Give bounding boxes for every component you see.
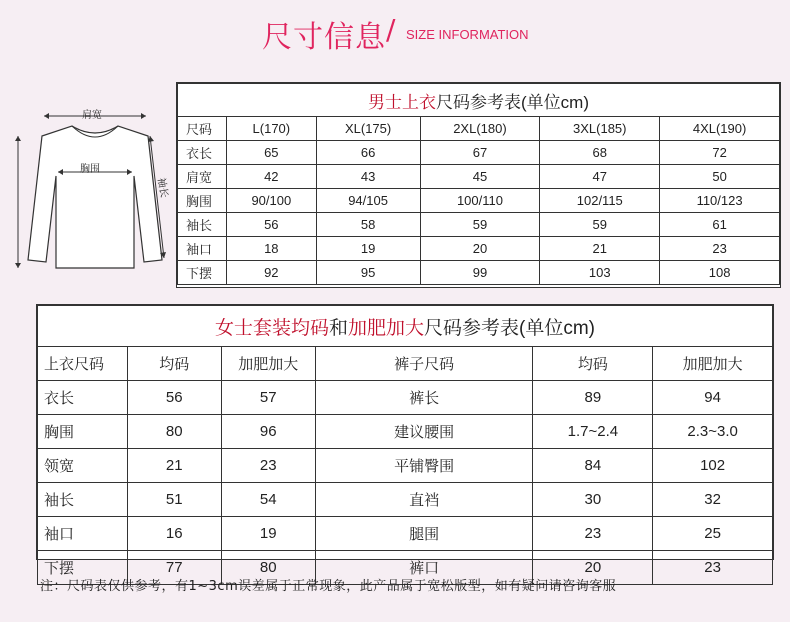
- table-cell: 99: [420, 261, 540, 285]
- table-cell: 23: [221, 449, 315, 483]
- table-row: [178, 189, 780, 213]
- women-caption-text: 尺码参考表(单位cm): [424, 317, 596, 339]
- table-row: [38, 381, 773, 415]
- table-cell: 96: [221, 415, 315, 449]
- men-size-header: 4XL(190): [660, 117, 780, 141]
- table-cell: 47: [540, 165, 660, 189]
- table-row: [38, 517, 773, 551]
- table-cell: 103: [540, 261, 660, 285]
- table-cell: 65: [227, 141, 317, 165]
- column-header: 加肥加大: [653, 347, 773, 381]
- men-size-header: 3XL(185): [540, 117, 660, 141]
- table-cell: 102: [653, 449, 773, 483]
- table-cell: 32: [653, 483, 773, 517]
- table-cell: 68: [540, 141, 660, 165]
- table-cell: 90/100: [227, 189, 317, 213]
- shoulder-label: 肩宽: [82, 110, 102, 121]
- table-cell: 89: [533, 381, 653, 415]
- row-label: 下摆: [38, 551, 128, 585]
- table-cell: 45: [420, 165, 540, 189]
- chest-label: 胸围: [80, 164, 100, 175]
- table-cell: 102/115: [540, 189, 660, 213]
- column-header: 加肥加大: [221, 347, 315, 381]
- table-cell: 77: [127, 551, 221, 585]
- table-cell: 20: [533, 551, 653, 585]
- men-caption-text: 尺码参考表(单位cm): [436, 92, 589, 112]
- men-size-header: XL(175): [316, 117, 420, 141]
- women-header-row: [38, 347, 773, 381]
- row-label: 领宽: [38, 449, 128, 483]
- table-cell: 72: [660, 141, 780, 165]
- row-label: 裤长: [315, 381, 533, 415]
- table-row: [178, 165, 780, 189]
- men-size-table: [177, 83, 780, 285]
- table-cell: 23: [653, 551, 773, 585]
- table-cell: 43: [316, 165, 420, 189]
- men-header-row: [178, 117, 780, 141]
- table-row: [178, 261, 780, 285]
- table-cell: 110/123: [660, 189, 780, 213]
- men-size-header: L(170): [227, 117, 317, 141]
- table-cell: 25: [653, 517, 773, 551]
- row-label: 袖口: [178, 237, 227, 261]
- row-label: 胸围: [38, 415, 128, 449]
- table-cell: 95: [316, 261, 420, 285]
- row-label: 下摆: [178, 261, 227, 285]
- row-label: 平铺臀围: [315, 449, 533, 483]
- table-row: [38, 449, 773, 483]
- row-label: 肩宽: [178, 165, 227, 189]
- table-cell: 23: [533, 517, 653, 551]
- table-row: [178, 213, 780, 237]
- garment-diagram: [10, 110, 180, 280]
- page-subtitle: SIZE INFORMATION: [406, 27, 529, 42]
- page-header: [0, 0, 790, 62]
- men-size-panel: [176, 82, 781, 288]
- table-cell: 42: [227, 165, 317, 189]
- table-cell: 2.3~3.0: [653, 415, 773, 449]
- table-cell: 67: [420, 141, 540, 165]
- page-title: 尺寸信息: [262, 20, 386, 55]
- table-cell: 56: [227, 213, 317, 237]
- size-note: 注：尺码表仅供参考，有1~3cm误差属于正常现象，此产品属于宽松版型，如有疑问请咨询客服: [40, 579, 617, 594]
- men-caption-highlight: 男士上衣: [368, 92, 436, 112]
- men-table-caption: [178, 84, 780, 117]
- row-label: 建议腰围: [315, 415, 533, 449]
- column-header: 均码: [533, 347, 653, 381]
- table-cell: 59: [420, 213, 540, 237]
- table-row: [178, 237, 780, 261]
- women-size-panel: [36, 304, 774, 577]
- row-label: 衣长: [38, 381, 128, 415]
- column-header: 上衣尺码: [38, 347, 128, 381]
- table-cell: 100/110: [420, 189, 540, 213]
- row-label: 裤口: [315, 551, 533, 585]
- table-cell: 16: [127, 517, 221, 551]
- table-cell: 21: [540, 237, 660, 261]
- row-label: 衣长: [178, 141, 227, 165]
- column-header: 裤子尺码: [315, 347, 533, 381]
- row-label: 袖口: [38, 517, 128, 551]
- women-caption-highlight: 加肥加大: [348, 317, 425, 339]
- table-cell: 94/105: [316, 189, 420, 213]
- table-cell: 57: [221, 381, 315, 415]
- table-cell: 21: [127, 449, 221, 483]
- table-cell: 59: [540, 213, 660, 237]
- row-label: 袖长: [38, 483, 128, 517]
- table-cell: 18: [227, 237, 317, 261]
- table-cell: 19: [221, 517, 315, 551]
- women-caption-joiner: 和: [329, 317, 349, 339]
- table-cell: 84: [533, 449, 653, 483]
- title-divider: /: [386, 13, 396, 46]
- women-table-caption: [38, 306, 773, 347]
- table-cell: 92: [227, 261, 317, 285]
- men-header-label: 尺码: [178, 117, 227, 141]
- women-caption-highlight: 女士套装均码: [214, 317, 329, 339]
- table-cell: 58: [316, 213, 420, 237]
- table-cell: 51: [127, 483, 221, 517]
- table-cell: 1.7~2.4: [533, 415, 653, 449]
- row-label: 胸围: [178, 189, 227, 213]
- table-cell: 94: [653, 381, 773, 415]
- women-size-table: [37, 305, 773, 585]
- table-cell: 20: [420, 237, 540, 261]
- table-cell: 56: [127, 381, 221, 415]
- sleeve-label: 袖长: [154, 177, 170, 199]
- table-cell: 23: [660, 237, 780, 261]
- table-row: [38, 483, 773, 517]
- row-label: 腿围: [315, 517, 533, 551]
- table-cell: 50: [660, 165, 780, 189]
- table-row: [38, 415, 773, 449]
- table-cell: 80: [127, 415, 221, 449]
- column-header: 均码: [127, 347, 221, 381]
- table-cell: 30: [533, 483, 653, 517]
- table-cell: 61: [660, 213, 780, 237]
- table-cell: 80: [221, 551, 315, 585]
- table-cell: 54: [221, 483, 315, 517]
- table-cell: 108: [660, 261, 780, 285]
- shirt-icon: [10, 110, 180, 280]
- table-cell: 66: [316, 141, 420, 165]
- table-row: [178, 141, 780, 165]
- table-cell: 19: [316, 237, 420, 261]
- row-label: 袖长: [178, 213, 227, 237]
- men-size-header: 2XL(180): [420, 117, 540, 141]
- row-label: 直裆: [315, 483, 533, 517]
